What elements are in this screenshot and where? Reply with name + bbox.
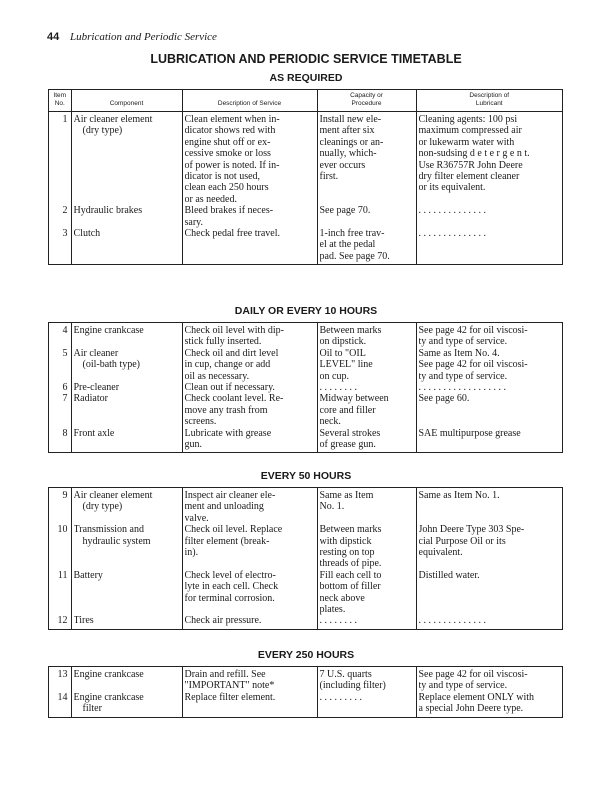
lubricant-line: ty and type of service. — [418, 680, 508, 692]
component-line: (dry type) — [82, 501, 123, 513]
description-cell — [182, 382, 317, 393]
service-table-grid — [49, 323, 562, 452]
description-line: ment and unloading — [184, 501, 264, 513]
description-cell — [182, 205, 317, 228]
capacity-line: Between marks — [319, 325, 382, 336]
description-line: clean each 250 hours — [184, 182, 269, 194]
component-line: Battery — [73, 569, 103, 581]
component-line: Pre-cleaner — [73, 382, 120, 394]
lubricant-cell — [416, 348, 562, 382]
component-cell — [71, 393, 182, 427]
description-line: for terminal corrosion. — [184, 592, 275, 604]
lubricant-line: dry filter element cleaner — [418, 171, 520, 183]
capacity-cell — [317, 112, 416, 206]
lubricant-line: . . . . . . . . . . . . . . . . . . — [418, 382, 506, 394]
description-cell — [182, 524, 317, 570]
column-header-row — [49, 90, 562, 112]
column-header-lubricant — [416, 90, 562, 112]
lubricant-line: See page 60. — [418, 393, 470, 405]
lubricant-line: Same as Item No. 4. — [418, 347, 500, 359]
description-line: Drain and refill. See — [184, 669, 266, 680]
item-number: 14 — [49, 692, 71, 717]
capacity-line: . . . . . . . . — [319, 382, 357, 394]
lubricant-line: See page 42 for oil viscosi- — [418, 359, 528, 371]
capacity-line: bottom of filler — [319, 581, 381, 593]
capacity-line: No. 1. — [319, 501, 345, 513]
capacity-line: (including filter) — [319, 680, 386, 692]
description-line: Clean element when in- — [184, 114, 280, 125]
item-number: 5 — [49, 348, 71, 382]
capacity-cell — [317, 615, 416, 628]
column-header-no — [49, 90, 71, 112]
item-number: 9 — [49, 488, 71, 524]
component-cell — [71, 692, 182, 717]
capacity-line: first. — [319, 171, 339, 183]
component-line: Clutch — [73, 228, 101, 240]
service-table-grid — [49, 488, 562, 629]
table-row — [49, 348, 562, 382]
description-line: Inspect air cleaner ele- — [184, 490, 276, 501]
capacity-cell — [317, 205, 416, 228]
description-line: lyte in each cell. Check — [184, 581, 279, 593]
table-row — [49, 228, 562, 264]
table-row — [49, 205, 562, 228]
page-header — [47, 31, 217, 43]
capacity-line: on cup. — [319, 370, 349, 382]
description-line: gun. — [184, 439, 202, 451]
capacity-cell — [317, 524, 416, 570]
description-cell — [182, 323, 317, 348]
lubricant-cell — [416, 570, 562, 616]
lubricant-line: Cleaning agents: 100 psi — [418, 114, 518, 125]
lubricant-cell — [416, 382, 562, 393]
capacity-line: Midway between — [319, 393, 389, 405]
description-line: Check oil and dirt level — [184, 347, 279, 359]
lubricant-cell — [416, 228, 562, 264]
capacity-line: ever occurs — [319, 159, 366, 171]
component-line: Engine crankcase — [73, 691, 144, 703]
lubricant-cell — [416, 488, 562, 524]
capacity-line: with dipstick — [319, 535, 372, 547]
description-line: Check air pressure. — [184, 615, 262, 627]
capacity-line: ment after six — [319, 125, 375, 137]
service-table — [48, 666, 563, 718]
component-line: Hydraulic brakes — [73, 205, 143, 217]
item-number: 1 — [49, 112, 71, 206]
lubricant-line: . . . . . . . . . . . . . . — [418, 228, 486, 240]
description-line: Bleed brakes if neces- — [184, 205, 274, 217]
lubricant-cell — [416, 615, 562, 628]
lubricant-line: . . . . . . . . . . . . . . — [418, 615, 486, 627]
lubricant-line: ty and type of service. — [418, 336, 508, 348]
component-line: Front axle — [73, 427, 115, 439]
lubricant-line: . . . . . . . . . . . . . . — [418, 205, 486, 217]
table-row — [49, 382, 562, 393]
capacity-cell — [317, 393, 416, 427]
lubricant-line: equivalent. — [418, 547, 463, 559]
component-line: Engine crankcase — [73, 669, 144, 680]
component-cell — [71, 205, 182, 228]
description-line: Check pedal free travel. — [184, 228, 281, 240]
component-cell — [71, 524, 182, 570]
component-cell — [71, 488, 182, 524]
lubricant-line: cial Purpose Oil or its — [418, 535, 506, 547]
description-line: engine shut off or ex- — [184, 136, 271, 148]
description-line: Replace filter element. — [184, 691, 276, 703]
item-number: 7 — [49, 393, 71, 427]
capacity-line: Install new ele- — [319, 114, 382, 125]
item-number: 3 — [49, 228, 71, 264]
component-line: Air cleaner element — [73, 490, 153, 501]
description-cell — [182, 348, 317, 382]
capacity-line: nually, which- — [319, 148, 377, 160]
service-table — [48, 322, 563, 453]
component-line: Tires — [73, 615, 94, 627]
lubricant-line: Use R36757R John Deere — [418, 159, 523, 171]
description-line: of power is noted. If in- — [184, 159, 280, 171]
lubricant-line: non-sudsing d e t e r g e n t. — [418, 148, 530, 160]
description-line: stick fully inserted. — [184, 336, 262, 348]
capacity-cell — [317, 692, 416, 717]
table-row — [49, 488, 562, 524]
column-header-line: Procedure — [351, 100, 382, 107]
description-line: Lubricate with grease — [184, 427, 272, 439]
capacity-line: LEVEL" line — [319, 359, 373, 371]
component-line: (oil-bath type) — [82, 359, 140, 371]
capacity-line: threads of pipe. — [319, 558, 382, 570]
capacity-line: 7 U.S. quarts — [319, 669, 372, 680]
capacity-line: Fill each cell to — [319, 569, 382, 581]
page-number: 44 — [47, 31, 60, 43]
description-cell — [182, 112, 317, 206]
table-row — [49, 570, 562, 616]
description-cell — [182, 393, 317, 427]
description-line: or as needed. — [184, 193, 237, 205]
section-title: EVERY 50 HOURS — [260, 470, 352, 482]
service-table-grid — [49, 90, 562, 264]
capacity-line: . . . . . . . . . — [319, 691, 362, 703]
description-line: sary. — [184, 216, 204, 228]
component-cell — [71, 615, 182, 628]
capacity-cell — [317, 228, 416, 264]
lubricant-cell — [416, 692, 562, 717]
lubricant-cell — [416, 667, 562, 692]
item-number: 8 — [49, 428, 71, 453]
capacity-cell — [317, 382, 416, 393]
component-line: (dry type) — [82, 125, 123, 137]
component-line: Air cleaner — [73, 347, 119, 359]
description-line: screens. — [184, 416, 217, 428]
description-line: dicator shows red with — [184, 125, 276, 137]
description-line: in cup, change or add — [184, 359, 271, 371]
lubricant-line: See page 42 for oil viscosi- — [418, 669, 528, 680]
description-line: "IMPORTANT" note* — [184, 680, 275, 692]
column-header-line: Lubricant — [475, 100, 503, 107]
table-row — [49, 323, 562, 348]
capacity-cell — [317, 667, 416, 692]
column-header-line: Component — [109, 100, 144, 107]
description-cell — [182, 428, 317, 453]
item-number: 4 — [49, 323, 71, 348]
table-row — [49, 393, 562, 427]
capacity-line: core and filler — [319, 404, 376, 416]
component-cell — [71, 570, 182, 616]
description-line: valve. — [184, 512, 209, 524]
lubricant-line: Same as Item No. 1. — [418, 490, 500, 501]
running-title: Lubrication and Periodic Service — [70, 31, 217, 43]
lubricant-line: ty and type of service. — [418, 370, 508, 382]
table-row — [49, 615, 562, 628]
component-cell — [71, 382, 182, 393]
capacity-line: Same as Item — [319, 490, 374, 501]
component-line: Engine crankcase — [73, 325, 144, 336]
column-header-line: Capacity or — [350, 92, 383, 99]
capacity-line: plates. — [319, 604, 346, 616]
table-row — [49, 524, 562, 570]
component-line: Air cleaner element — [73, 114, 153, 125]
item-number: 10 — [49, 524, 71, 570]
description-line: Check level of electro- — [184, 569, 276, 581]
capacity-cell — [317, 348, 416, 382]
capacity-cell — [317, 488, 416, 524]
column-header-line: Description of Service — [217, 100, 282, 107]
section-title: DAILY OR EVERY 10 HOURS — [234, 305, 378, 317]
capacity-line: . . . . . . . . — [319, 615, 357, 627]
item-number: 12 — [49, 615, 71, 628]
capacity-line: neck. — [319, 416, 341, 428]
description-line: Check oil level. Replace — [184, 524, 283, 536]
section-title: AS REQUIRED — [269, 72, 343, 84]
lubricant-line: or lukewarm water with — [418, 136, 515, 148]
component-line: filter — [82, 703, 102, 715]
description-line: dicator is not used, — [184, 171, 261, 183]
capacity-line: neck above — [319, 592, 365, 604]
lubricant-cell — [416, 428, 562, 453]
lubricant-cell — [416, 112, 562, 206]
table-row — [49, 667, 562, 692]
table-row — [49, 692, 562, 717]
lubricant-line: Replace element ONLY with — [418, 691, 535, 703]
lubricant-cell — [416, 393, 562, 427]
table-row — [49, 428, 562, 453]
lubricant-line: maximum compressed air — [418, 125, 522, 137]
section-title: EVERY 250 HOURS — [257, 649, 355, 661]
capacity-line: 1-inch free trav- — [319, 228, 385, 240]
capacity-cell — [317, 570, 416, 616]
column-header-description — [182, 90, 317, 112]
capacity-line: el at the pedal — [319, 239, 376, 251]
column-header-component — [71, 90, 182, 112]
component-cell — [71, 228, 182, 264]
description-cell — [182, 615, 317, 628]
lubricant-line: or its equivalent. — [418, 182, 486, 194]
description-line: oil as necessary. — [184, 370, 250, 382]
column-header-line: Item — [53, 92, 67, 99]
capacity-line: Between marks — [319, 524, 382, 536]
description-cell — [182, 488, 317, 524]
lubricant-line: John Deere Type 303 Spe- — [418, 524, 525, 536]
service-table — [48, 487, 563, 630]
column-header-line: Description of — [469, 92, 510, 99]
item-number: 11 — [49, 570, 71, 616]
description-cell — [182, 692, 317, 717]
page-title: LUBRICATION AND PERIODIC SERVICE TIMETABLE — [150, 52, 462, 66]
capacity-line: Oil to "OIL — [319, 347, 366, 359]
component-cell — [71, 112, 182, 206]
capacity-line: Several strokes — [319, 427, 381, 439]
lubricant-cell — [416, 323, 562, 348]
description-line: cessive smoke or loss — [184, 148, 271, 160]
component-cell — [71, 323, 182, 348]
component-line: Radiator — [73, 393, 108, 405]
lubricant-line: Distilled water. — [418, 569, 480, 581]
description-line: filter element (break- — [184, 535, 270, 547]
column-header-line: No. — [54, 100, 65, 107]
description-line: in). — [184, 547, 199, 559]
service-table-grid — [49, 667, 562, 717]
capacity-line: resting on top — [319, 547, 375, 559]
component-cell — [71, 428, 182, 453]
capacity-line: on dipstick. — [319, 336, 367, 348]
lubricant-cell — [416, 205, 562, 228]
description-line: Clean out if necessary. — [184, 382, 275, 394]
capacity-line: See page 70. — [319, 205, 371, 217]
component-line: hydraulic system — [82, 535, 151, 547]
lubricant-line: SAE multipurpose grease — [418, 427, 521, 439]
component-line: Transmission and — [73, 524, 144, 536]
lubricant-line: See page 42 for oil viscosi- — [418, 325, 528, 336]
item-number: 13 — [49, 667, 71, 692]
description-cell — [182, 228, 317, 264]
component-cell — [71, 667, 182, 692]
component-cell — [71, 348, 182, 382]
column-header-capacity — [317, 90, 416, 112]
description-line: move any trash from — [184, 404, 268, 416]
description-cell — [182, 570, 317, 616]
capacity-cell — [317, 428, 416, 453]
capacity-cell — [317, 323, 416, 348]
description-line: Check coolant level. Re- — [184, 393, 284, 405]
table-row — [49, 112, 562, 206]
lubricant-cell — [416, 524, 562, 570]
lubricant-line: a special John Deere type. — [418, 703, 524, 715]
service-table — [48, 89, 563, 265]
description-line: Check oil level with dip- — [184, 325, 284, 336]
description-cell — [182, 667, 317, 692]
capacity-line: pad. See page 70. — [319, 250, 390, 262]
item-number: 2 — [49, 205, 71, 228]
item-number: 6 — [49, 382, 71, 393]
capacity-line: of grease gun. — [319, 439, 376, 451]
capacity-line: cleanings or an- — [319, 136, 384, 148]
